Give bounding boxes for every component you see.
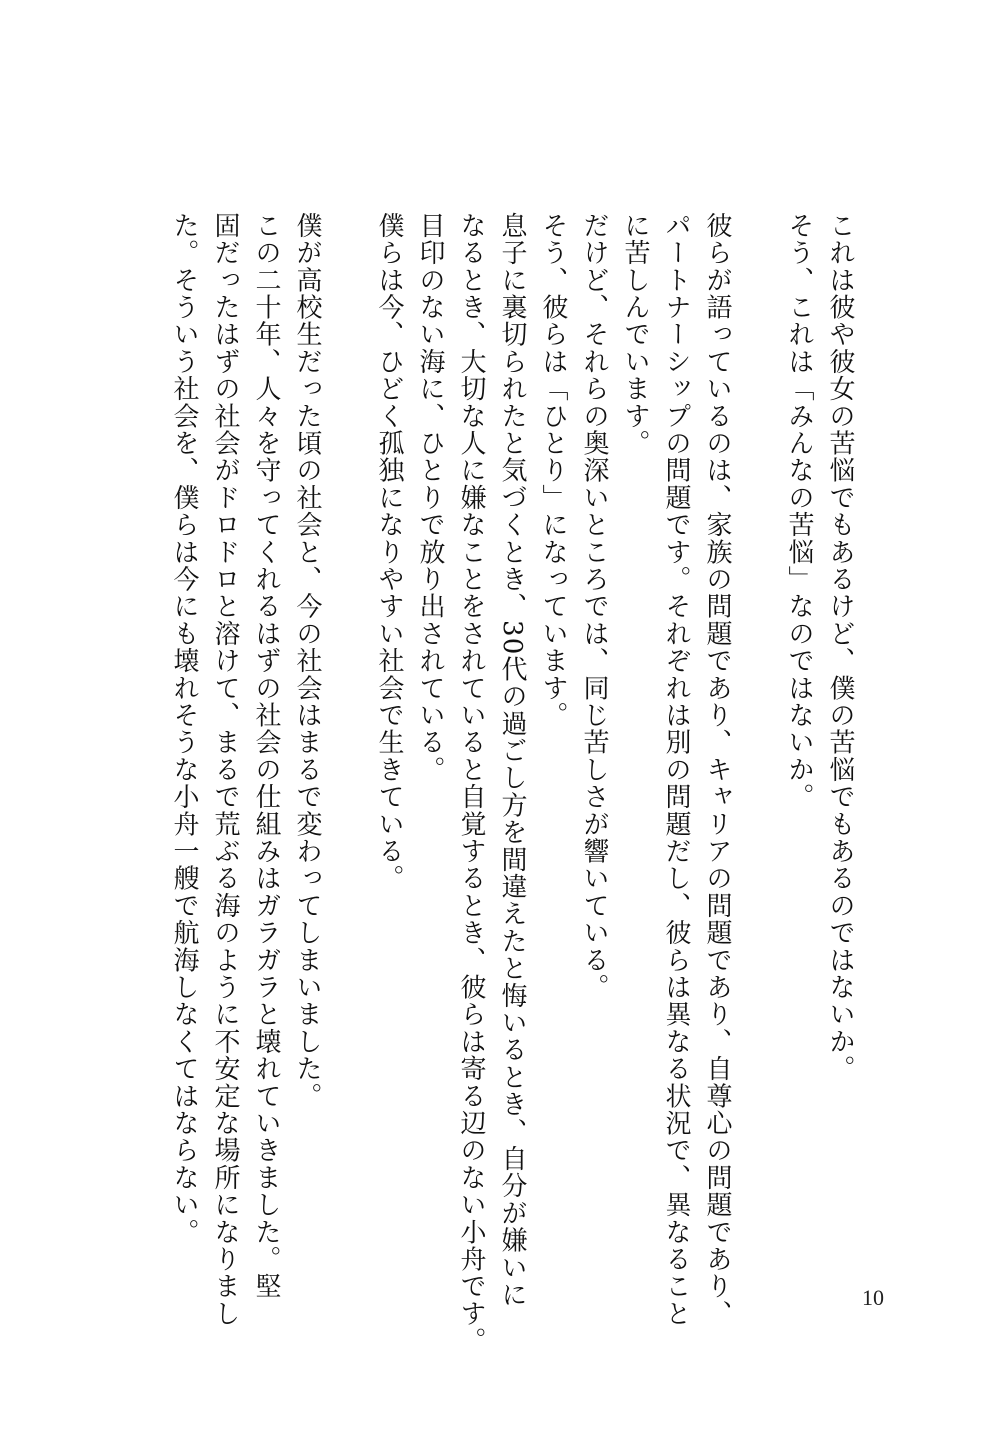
text-line: 固だったはずの社会がドロドロと溶けて、まるで荒ぶる海のように不安定な場所になりまし — [210, 212, 240, 1328]
text-line: パートナーシップの問題です。それぞれは別の問題だし、彼らは異なる状況で、異なること — [661, 212, 691, 1328]
paragraph-break — [737, 212, 778, 1262]
text-line: なるとき、大切な人に嫌なことをされていると自覚するとき、彼らは寄る辺のない小舟です。 — [456, 212, 486, 1355]
text-line: 僕が高校生だった頃の社会と、今の社会はまるで変わってしまいました。 — [292, 212, 322, 1110]
page-number: 10 — [862, 1285, 884, 1310]
text-line: そう、これは「みんなの苦悩」なのではないか。 — [784, 212, 814, 811]
paragraph-break — [327, 212, 368, 1262]
text-line: これは彼や彼女の苦悩でもあるけど、僕の苦悩でもあるのではないか。 — [825, 212, 855, 1083]
text-line: そう、彼らは「ひとり」になっています。 — [538, 212, 568, 729]
vertical-text-body — [163, 212, 860, 1355]
text-line: 彼らが語っているのは、家族の問題であり、キャリアの問題であり、自尊心の問題であり、 — [702, 212, 732, 1328]
text-line: た。そういう社会を、僕らは今にも壊れそうな小舟一艘で航海しなくてはならない。 — [169, 212, 199, 1246]
text-line: だけど、それらの奥深いところでは、同じ苦しさが響いている。 — [579, 212, 609, 1001]
text-line: 息子に裏切られたと気づくとき、30代の過ごし方を間違えたと悔いるとき、自分が嫌いに — [497, 212, 527, 1309]
text-line: 僕らは今、ひどく孤独になりやすい社会で生きている。 — [374, 212, 404, 892]
text-line: この二十年、人々を守ってくれるはずの社会の仕組みはガラガラと壊れていきました。堅 — [251, 212, 281, 1300]
text-line: 目印のない海に、ひとりで放り出されている。 — [415, 212, 445, 784]
text-line: に苦しんでいます。 — [620, 212, 650, 457]
